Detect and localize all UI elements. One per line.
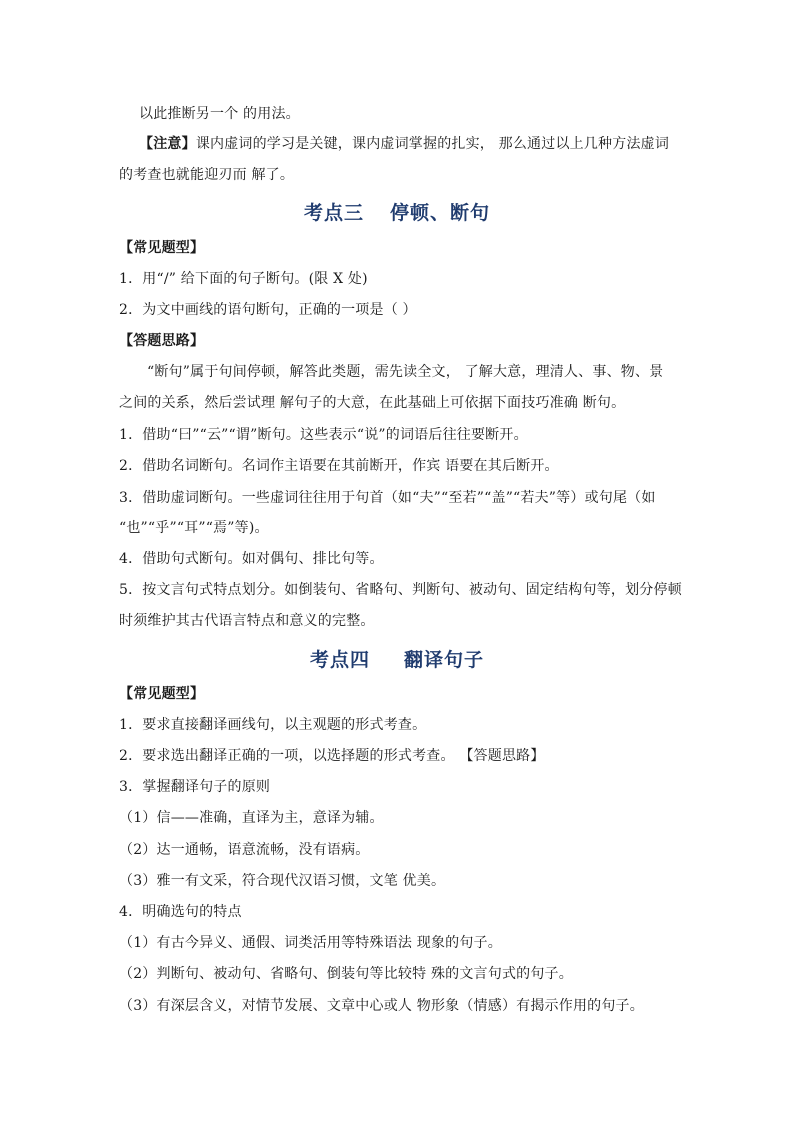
section4-list-item: （2）判断句、被动句、省略句、倒装句等比较特 殊的文言句式的句子。 [119, 966, 573, 982]
section3-heading-label: 考点三 [303, 202, 364, 224]
section4-list-item: （3）有深层含义，对情节发展、文章中心或人 物形象（情感）有揭示作用的句子。 [119, 998, 644, 1014]
section4-list-item: （2）达一通畅，语意流畅，没有语病。 [119, 842, 370, 858]
section4-heading-title: 翻译句子 [404, 649, 485, 671]
note-label: 【注意】 [139, 136, 196, 152]
section3-type-item: 2．为文中画线的语句断句，正确的一项是（ ） [119, 302, 417, 318]
section3-list-item: 3．借助虚词断句。一些虚词往往用于句首（如“夫”“至若”“盖”“若夫”等）或句尾（如 [119, 490, 656, 506]
section4-list-item: 2．要求选出翻译正确的一项，以选择题的形式考查。 【答题思路】 [119, 748, 545, 764]
section3-tips-paragraph-cont: 之间的关系，然后尝试理 解句子的大意，在此基础上可依据下面技巧准确 断句。 [119, 395, 626, 411]
section4-list-item: 1．要求直接翻译画线句，以主观题的形式考查。 [119, 717, 427, 733]
section3-heading [0, 198, 794, 225]
note-paragraph [139, 134, 699, 154]
note-continuation: 的考查也就能迎刃而 解了。 [119, 167, 295, 183]
section4-list-item: 4．明确选句的特点 [119, 904, 242, 920]
section3-list-item-cont: “也”“乎”“耳”“焉”等)。 [119, 520, 269, 536]
section4-types-label: 【常见题型】 [119, 686, 205, 702]
section4-list-item: （3）雅一有文采，符合现代汉语习惯，文笔 优美。 [119, 873, 446, 889]
section3-tips-paragraph: “断句”属于句间停顿，解答此类题，需先读全文， 了解大意，理清人、事、物、景 [147, 364, 664, 380]
section3-list-item: 2．借助名词断句。名词作主语要在其前断开，作宾 语要在其后断开。 [119, 458, 559, 474]
section4-list-item: （1）信——准确，直译为主，意译为辅。 [119, 810, 384, 826]
section3-types-label: 【常见题型】 [119, 240, 205, 256]
section3-list-item: 4．借助句式断句。如对偶句、排比句等。 [119, 551, 384, 567]
section3-list-item: 5．按文言句式特点划分。如倒装句、省略句、判断句、被动句、固定结构句等，划分停顿 [119, 582, 682, 598]
section3-type-item: 1．用“/” 给下面的句子断句。(限 X 处) [119, 271, 368, 287]
section3-heading-title: 停顿、断句 [390, 202, 491, 224]
section3-tips-label: 【答题思路】 [119, 333, 205, 349]
intro-line: 以此推断另一个 的用法。 [139, 106, 300, 122]
note-text: 课内虚词的学习是关键，课内虚词掌握的扎实， 那么通过以上几种方法虚词 [195, 136, 670, 152]
section4-list-item: 3．掌握翻译句子的原则 [119, 779, 271, 795]
section3-list-item-cont: 时须维护其古代语言特点和意义的完整。 [119, 613, 375, 629]
section3-list-item: 1．借助“曰”“云”“谓”断句。这些表示“说”的词语后往往要断开。 [119, 427, 528, 443]
section4-list-item: （1）有古今异义、通假、词类活用等特殊语法 现象的句子。 [119, 935, 502, 951]
section4-heading [0, 645, 794, 672]
section4-heading-label: 考点四 [309, 649, 370, 671]
